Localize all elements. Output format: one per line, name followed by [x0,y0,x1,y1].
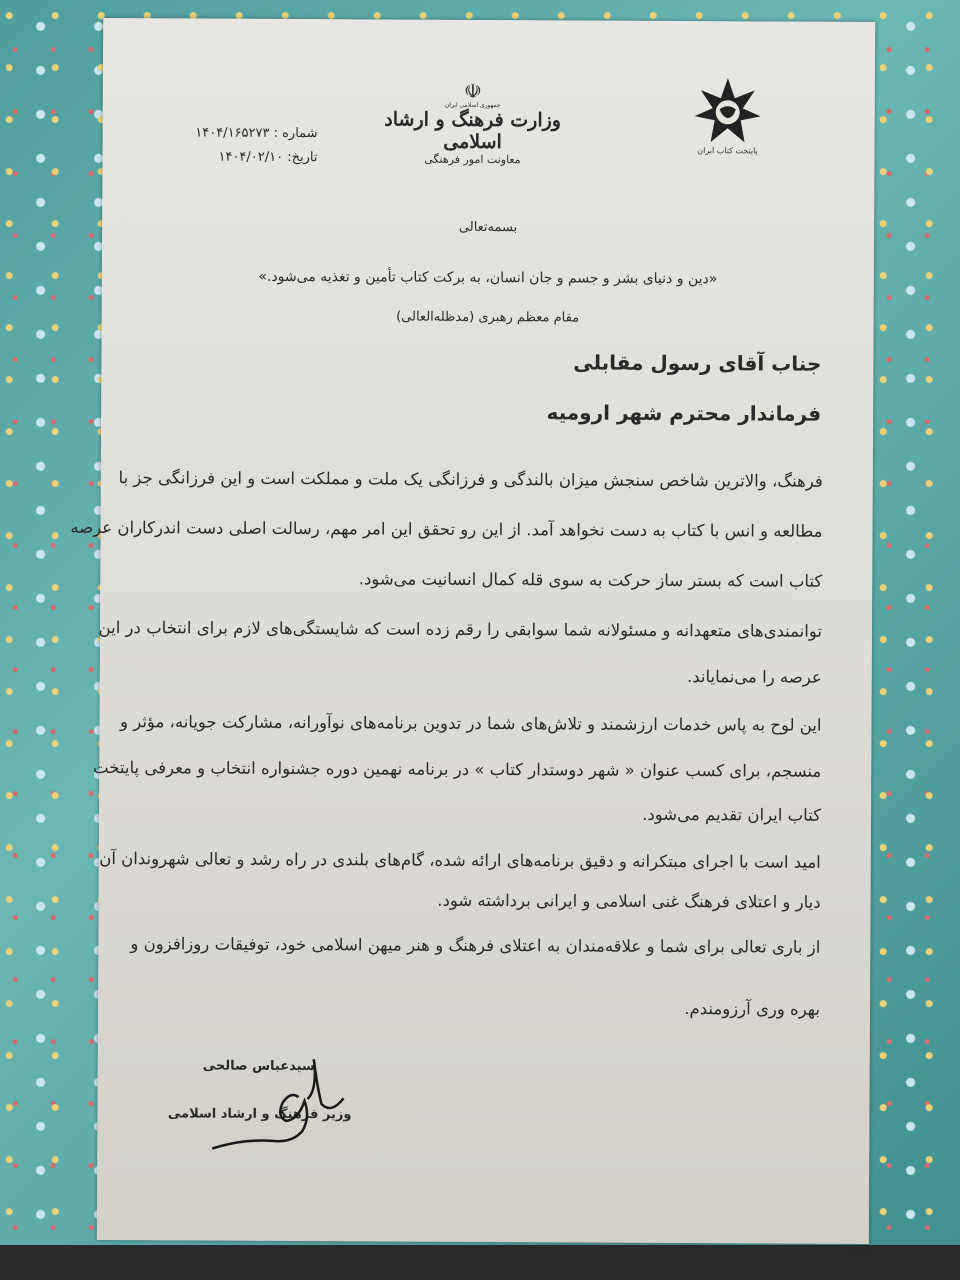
recipient-name: جناب آقای رسول مقابلی [573,350,822,376]
ministry-title: وزارت فرهنگ و ارشاد اسلامی [384,108,562,154]
body-line: بهره وری آرزومندم. [684,999,821,1019]
body-line: عرصه را می‌نمایاند. [686,667,822,687]
body-line: از باری تعالی برای شما و علاقه‌مندان به اعتلای فرهنگ و هنر میهن اسلامی خود، توفیقات روزافزون و [130,934,821,957]
quote: «دین و دنیای بشر و جسم و جان انسان، به برکت کتاب تأمین و تغذیه می‌شود.» [258,268,718,288]
department-title: معاونت امور فرهنگی [424,152,521,167]
recipient-title: فرماندار محترم شهر ارومیه [546,400,822,426]
quote-source: مقام معظم رهبری (مدظله‌العالی) [396,309,580,326]
letter-date: تاریخ: ۱۴۰۴/۰۲/۱۰ [218,149,318,166]
certificate-paper [70,18,875,1244]
signatory-title: وزیر فرهنگ و ارشاد اسلامی [167,1106,352,1123]
signatory-name: سیدعباس صالحی [202,1058,315,1075]
book-capital-logo [677,76,777,156]
table-surface [0,1245,960,1280]
body-line: توانمندی‌های متعهدانه و مسئولانه شما سوابقی را رقم زده است که شایستگی‌های لازم برای انتخاب در این [98,617,823,641]
ministry-header [372,79,572,166]
letter-meta [157,121,317,170]
body-line: کتاب است که بستر ساز حرکت به سوی قله کمال انسانیت می‌شود. [358,569,823,591]
body-line: مطالعه و انس با کتاب به دست نخواهد آمد. از این رو تحقق این امر مهم، رسالت اصلی دست اندرکاران عرصه [70,517,823,541]
letter-number: شماره : ۱۴۰۴/۱۶۵۲۷۳ [195,125,318,142]
republic-label: جمهوری اسلامی ایران [444,101,501,110]
iran-emblem-icon: ☫ [463,78,482,103]
body-line: امید است با اجرای مبتکرانه و دقیق برنامه‌های ارائه شده، گام‌های بلندی در راه رشد و تعالی شهروندان آن [99,848,821,872]
body-line: منسجم، برای کسب عنوان « شهر دوستدار کتاب » در برنامه نهمین دوره جشنواره انتخاب و معرفی پایتخت [93,757,822,781]
body-line: این لوح به پاس خدمات ارزشمند و تلاش‌های شما در تدوین برنامه‌های نوآورانه، مشارکت جویانه، مؤثر و [119,712,822,735]
body-line: کتاب ایران تقدیم می‌شود. [642,804,822,825]
logo-caption: پایتخت کتاب ایران [697,146,758,156]
body-line: فرهنگ، والاترین شاخص سنجش میزان بالندگی و فرزانگی یک ملت و مملکت است و این فرزانگی جز با [118,468,823,491]
body-line: دیار و اعتلای فرهنگ غنی اسلامی و ایرانی برداشته شود. [437,890,821,912]
handwritten-signature [207,1049,358,1160]
opening: بسمه‌تعالی [458,219,518,236]
star-logo-icon [693,76,763,146]
